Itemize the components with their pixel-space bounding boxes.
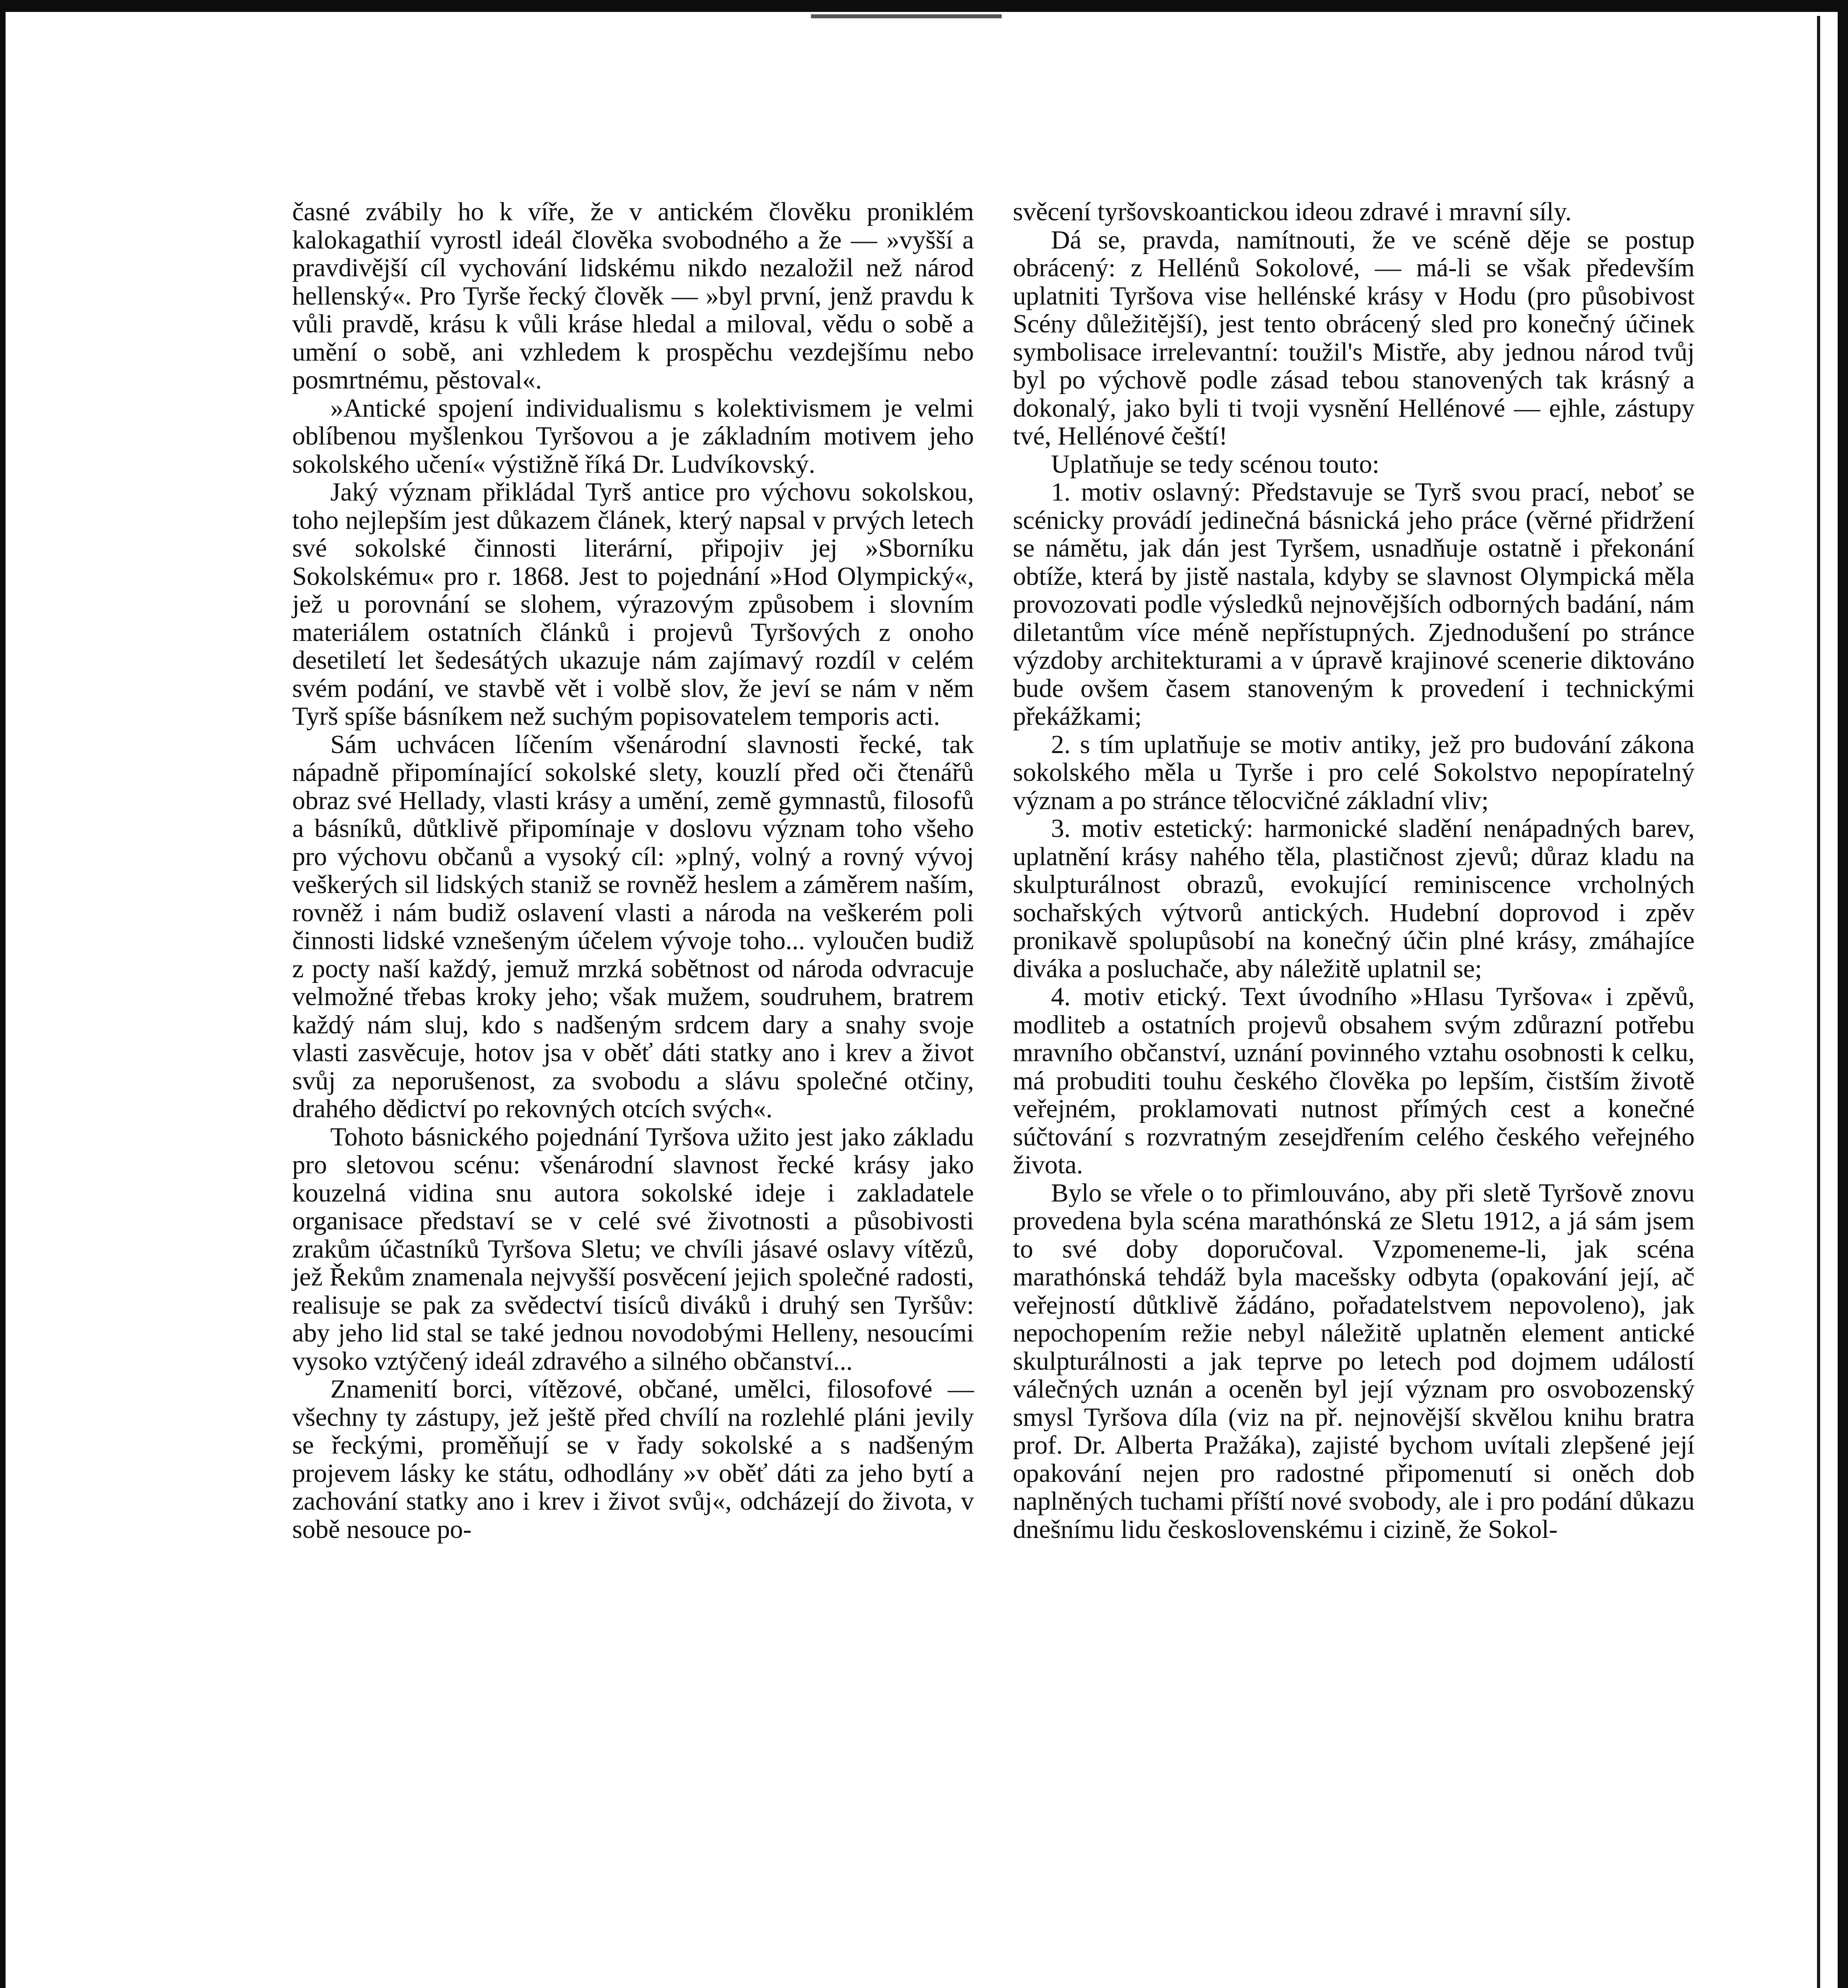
left-text-column	[292, 198, 974, 1543]
paragraph: 4. motiv etický. Text úvodního »Hlasu Tyršova« i zpěvů, modliteb a ostatních projevů obsahem svým zdůrazní potřebu mravního občanství, uznání povinného vztahu osobnosti k celku, má probuditi touhu českého člověka po lepším, čistším životě veřejném, proklamovati nutnost přímých cest a konečné súčtování s rozvratným zesejdřením celého českého veřejného života.	[1013, 982, 1695, 1179]
paragraph: Uplatňuje se tedy scénou touto:	[1051, 449, 1379, 479]
paragraph: Jaký význam přikládal Tyrš antice pro výchovu sokolskou, toho nejlepším jest důkazem článek, který napsal v prvých letech své sokolské činnosti literární, připojiv jej »Sborníku Sokolskému« pro r. 1868. Jest to pojednání »Hod Olympický«, jež u porovnání se slohem, výrazovým způsobem i slovním materiálem ostatních článků i projevů Tyršových z onoho desetiletí let šedesátých ukazuje nám zajímavý rozdíl v celém svém podání, ve stavbě vět i volbě slov, že jeví se nám v něm Tyrš spíše básníkem než suchým popisovatelem temporis acti.	[292, 478, 974, 731]
paragraph: 1. motiv oslavný: Představuje se Tyrš svou prací, neboť se scénicky provádí jedinečná básnická jeho práce (věrné přidržení se námětu, jak dán jest Tyršem, usnadňuje ostatně i překonání obtíže, která by jistě nastala, kdyby se slavnost Olympická měla provozovati podle výsledků nejnovějších odborných badání, nám diletantům více méně nepřístupných. Zjednodušení po stránce výzdoby architekturami a v úpravě krajinové scenerie diktováno bude ovšem časem stanoveným k provedení i technickými překážkami;	[1013, 478, 1695, 731]
paragraph: 2. s tím uplatňuje se motiv antiky, jež pro budování zákona sokolského měla u Tyrše i pro celé Sokolstvo nepopíratelný význam a po stránce tělocvičné základní vliv;	[1013, 730, 1695, 815]
paragraph: Tohoto básnického pojednání Tyršova užito jest jako základu pro sletovou scénu: všenárodní slavnost řecké krásy jako kouzelná vidina snu autora sokolské ideje i zakladatele organisace představí se v celé své životnosti a působivosti zrakům účastníků Tyršova Sletu; ve chvíli jásavé oslavy vítězů, jež Řekům znamenala nejvyšší posvěcení jejich společné radosti, realisuje se pak za svědectví tisíců diváků i druhý sen Tyršův: aby jeho lid stal se také jednou novodobými Helleny, nesoucími vysoko vztýčený ideál zdravého a silného občanství...	[292, 1122, 974, 1376]
scan-smudge	[811, 14, 1002, 18]
paragraph: »Antické spojení individualismu s kolektivismem je velmi oblíbenou myšlenkou Tyršovou a je základním motivem jeho sokolského učení« výstižně říká Dr. Ludvíkovský.	[292, 393, 974, 479]
paragraph: Znamenití borci, vítězové, občané, umělci, filosofové — všechny ty zástupy, jež ještě před chvílí na rozlehlé pláni jevily se řeckými, proměňují se v řady sokolské a s nadšeným projevem lásky ke státu, odhodlány »v oběť dáti za jeho bytí a zachování statky ano i krev i život svůj«, odcházejí do života, v sobě nesouce po-	[292, 1375, 974, 1544]
paragraph: Sám uchvácen líčením všenárodní slavnosti řecké, tak nápadně připomínající sokolské slety, kouzlí před oči čtenářů obraz své Hellady, vlasti krásy a umění, země gymnastů, filosofů a básníků, důtklivě připomínaje v doslovu význam toho všeho pro výchovu občanů a vysoký cíl: »plný, volný a rovný vývoj veškerých sil lidských staniž se rovněž heslem a záměrem naším, rovněž i nám budiž oslavení vlasti a národa na veškerém poli činnosti lidské vznešeným účelem vývoje toho... vyloučen budiž z pocty naší každý, jemuž mrzká sobětnost od národa odvracuje velmožné třebas kroky jeho; však mužem, soudruhem, bratrem každý nám sluj, kdo s nadšeným srdcem dary a snahy svoje vlasti zasvěcuje, hotov jsa v oběť dáti statky ano i krev a život svůj za neporušenost, za svobodu a slávu společné otčiny, drahého dědictví po rekovných otcích svých«.	[292, 730, 974, 1123]
right-text-column	[1013, 198, 1695, 1543]
scan-edge-line	[1817, 16, 1820, 1988]
paragraph: svěcení tyršovskoantickou ideou zdravé i mravní síly.	[1013, 197, 1572, 226]
paragraph: časné zvábily ho k víře, že v antickém člověku proniklém kalokagathií vyrostl ideál člověka svobodného a že — »vyšší a pravdivější cíl vychování lidskému nikdo nezaložil než národ hellenský«. Pro Tyrše řecký člověk — »byl první, jenž pravdu k vůli pravdě, krásu k vůli kráse hledal a miloval, vědu o sobě a umění o sobě, ani vzhledem k prospěchu vezdejšímu nebo posmrtnému, pěstoval«.	[292, 197, 974, 394]
paragraph: 3. motiv estetický: harmonické sladění nenápadných barev, uplatnění krásy nahého těla, plastičnost zjevů; důraz kladu na skulpturálnost obrazů, evokující reminiscence vrcholných sochařských výtvorů antických. Hudební doprovod i zpěv pronikavě spolupůsobí na konečný účin plné krásy, zmáhajíce diváka a posluchače, aby náležitě uplatnil se;	[1013, 814, 1695, 983]
paragraph: Dá se, pravda, namítnouti, že ve scéně děje se postup obrácený: z Hellénů Sokolové, — má-li se však především uplatniti Tyršova vise hellénské krásy v Hodu (pro působivost Scény důležitější), jest tento obrácený sled pro konečný účinek symbolisace irrelevantní: toužil's Mistře, aby jednou národ tvůj byl po výchově podle zásad tebou stanovených tak krásný a dokonalý, jako byli ti tvoji vysnění Hellénové — ejhle, zástupy tvé, Hellénové čeští!	[1013, 225, 1695, 450]
paragraph: Bylo se vřele o to přimlouváno, aby při sletě Tyršově znovu provedena byla scéna marathónská ze Sletu 1912, a já sám jsem to své doby doporučoval. Vzpomeneme-li, jak scéna marathónská tehdáž byla macešsky odbyta (opakování její, ač veřejností důtklivě žádáno, pořadatelstvem nepovoleno), jak nepochopením režie nebyl náležitě uplatněn element antické skulpturálnosti a jak teprve po letech pod dojmem událostí válečných uznán a oceněn byl její význam pro osvobozenský smysl Tyršova díla (viz na př. nejnovější skvělou knihu bratra prof. Dr. Alberta Pražáka), zajisté bychom uvítali zlepšené její opakování nejen pro radostné připomenutí si oněch dob naplněných tuchami příští nové svobody, ale i pro podání důkazu dnešnímu lidu československému i cizině, že Sokol-	[1013, 1178, 1695, 1544]
